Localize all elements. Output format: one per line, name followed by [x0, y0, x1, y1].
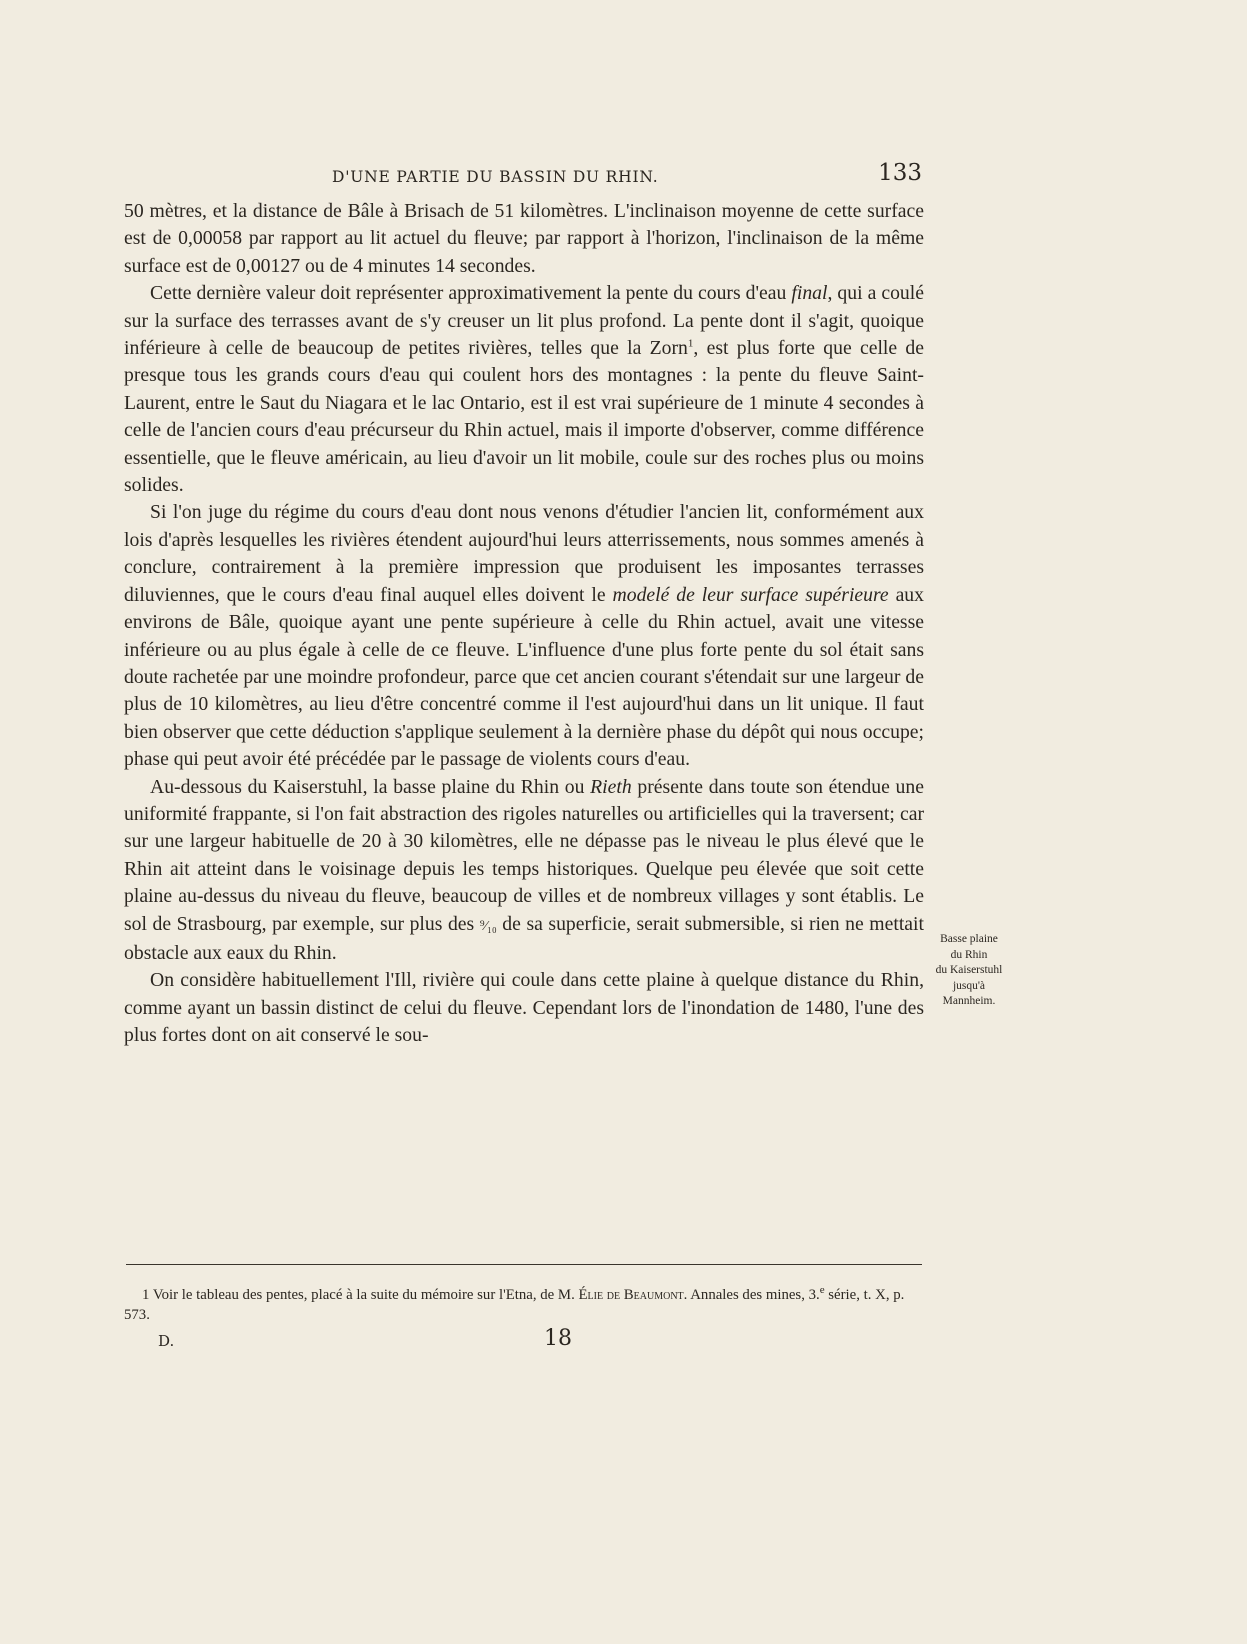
page-header	[122, 160, 922, 190]
body-text	[124, 198, 924, 1050]
emphasis-rieth: Rieth	[590, 775, 632, 798]
signature-line	[158, 1326, 918, 1354]
footnote-ref: 1	[687, 337, 694, 350]
footnote-number: 1	[142, 1287, 150, 1303]
paragraph-4: Au-dessous du Kaiserstuhl, la basse plaine du Rhin ou Rieth présente dans toute son étendue une uniformité frappante, si l'on fait abstraction des rigoles naturelles ou artificielles qui la traversent; car sur une largeur habituelle de 20 à 30 kilomètres, elle ne dépasse pas le niveau le plus élevé que le Rhin ait atteint dans le voisinage depuis les temps historiques. Quelque peu élevée que soit cette plaine au-dessus du niveau du fleuve, beaucoup de villes et de nombreux villages y sont établis. Le sol de Strasbourg, par exemple, sur plus des ⁹⁄₁₀ de sa superficie, serait submersible, si rien ne mettait obstacle aux eaux du Rhin.	[124, 775, 924, 964]
running-title: D'UNE PARTIE DU BASSIN DU RHIN.	[332, 168, 659, 186]
margin-note-line: Mannheim.	[942, 995, 996, 1007]
paragraph-2: Cette dernière valeur doit représenter approximativement la pente du cours d'eau final, qui a coulé sur la surface des terrasses avant de s'y creuser un lit plus profond. La pente dont il s'agit, quoique inférieure à celle de beaucoup de petites rivières, telles que la Zorn$^1$, est plus forte que celle de presque tous les grands cours d'eau qui coulent hors des montagnes : la pente du fleuve Saint-Laurent, entre le Saut du Niagara et le lac Ontario, est il est vrai supérieure de 1 minute 4 secondes à celle de l'ancien cours d'eau précurseur du Rhin actuel, mais il importe d'observer, comme différence essentielle, que le fleuve américain, au lieu d'avoir un lit mobile, coule sur des roches plus ou moins solides.	[124, 282, 924, 497]
signature-number: 18	[544, 1326, 572, 1351]
page-number: 133	[878, 160, 922, 186]
footnote: 1 Voir le tableau des pentes, placé à la suite du mémoire sur l'Etna, de M. Élie de Beaumont. Annales des mines, 3.$^e$ série, t. X, p. 573.	[124, 1284, 905, 1323]
fraction: ⁹⁄₁₀	[479, 918, 497, 934]
margin-note-line: Basse plaine	[940, 933, 998, 945]
footnote-rule	[126, 1264, 922, 1265]
margin-note	[928, 932, 1010, 1010]
paragraph-5: On considère habituellement l'Ill, rivière qui coule dans cette plaine à quelque distance du Rhin, comme ayant un bassin distinct de celui du fleuve. Cependant lors de l'inondation de 1480, l'une des plus fortes dont on ait conservé le sou-	[124, 969, 924, 1047]
paragraph-1: 50 mètres, et la distance de Bâle à Brisach de 51 kilomètres. L'inclinaison moyenne de cette surface est de 0,00058 par rapport au lit actuel du fleuve; par rapport à l'horizon, l'inclinaison de la même surface est de 0,00127 ou de 4 minutes 14 secondes.	[124, 200, 924, 277]
footnote-author: Élie de Beaumont	[578, 1287, 684, 1303]
margin-note-line: jusqu'à	[952, 979, 986, 992]
signature-mark: D.	[158, 1332, 175, 1350]
paragraph-3: Si l'on juge du régime du cours d'eau dont nous venons d'étudier l'ancien lit, conformément aux lois d'après lesquelles les rivières étendent aujourd'hui leurs atterrissements, nous sommes amenés à conclure, contrairement à la première impression que produisent les imposantes terrasses diluviennes, que le cours d'eau final auquel elles doivent le modelé de leur surface supérieure aux environs de Bâle, quoique ayant une pente supérieure à celle du Rhin actuel, avait une vitesse inférieure ou au plus égale à celle de ce fleuve. L'influence d'une plus forte pente du sol était sans doute rachetée par une moindre profondeur, parce que cet ancien courant s'étendait sur une largeur de plus de 10 kilomètres, au lieu d'être concentré comme il l'est aujourd'hui dans un lit unique. Il faut bien observer que cette déduction s'applique seulement à la dernière phase du dépôt qui nous occupe; phase qui peut avoir été précédée par le passage de violents cours d'eau.	[124, 501, 924, 771]
emphasis-modele: modelé de leur surface supérieure	[612, 583, 889, 606]
margin-note-line: du Kaiserstuhl	[935, 964, 1003, 976]
emphasis-final: final	[791, 282, 828, 305]
margin-note-line: du Rhin	[950, 948, 988, 961]
